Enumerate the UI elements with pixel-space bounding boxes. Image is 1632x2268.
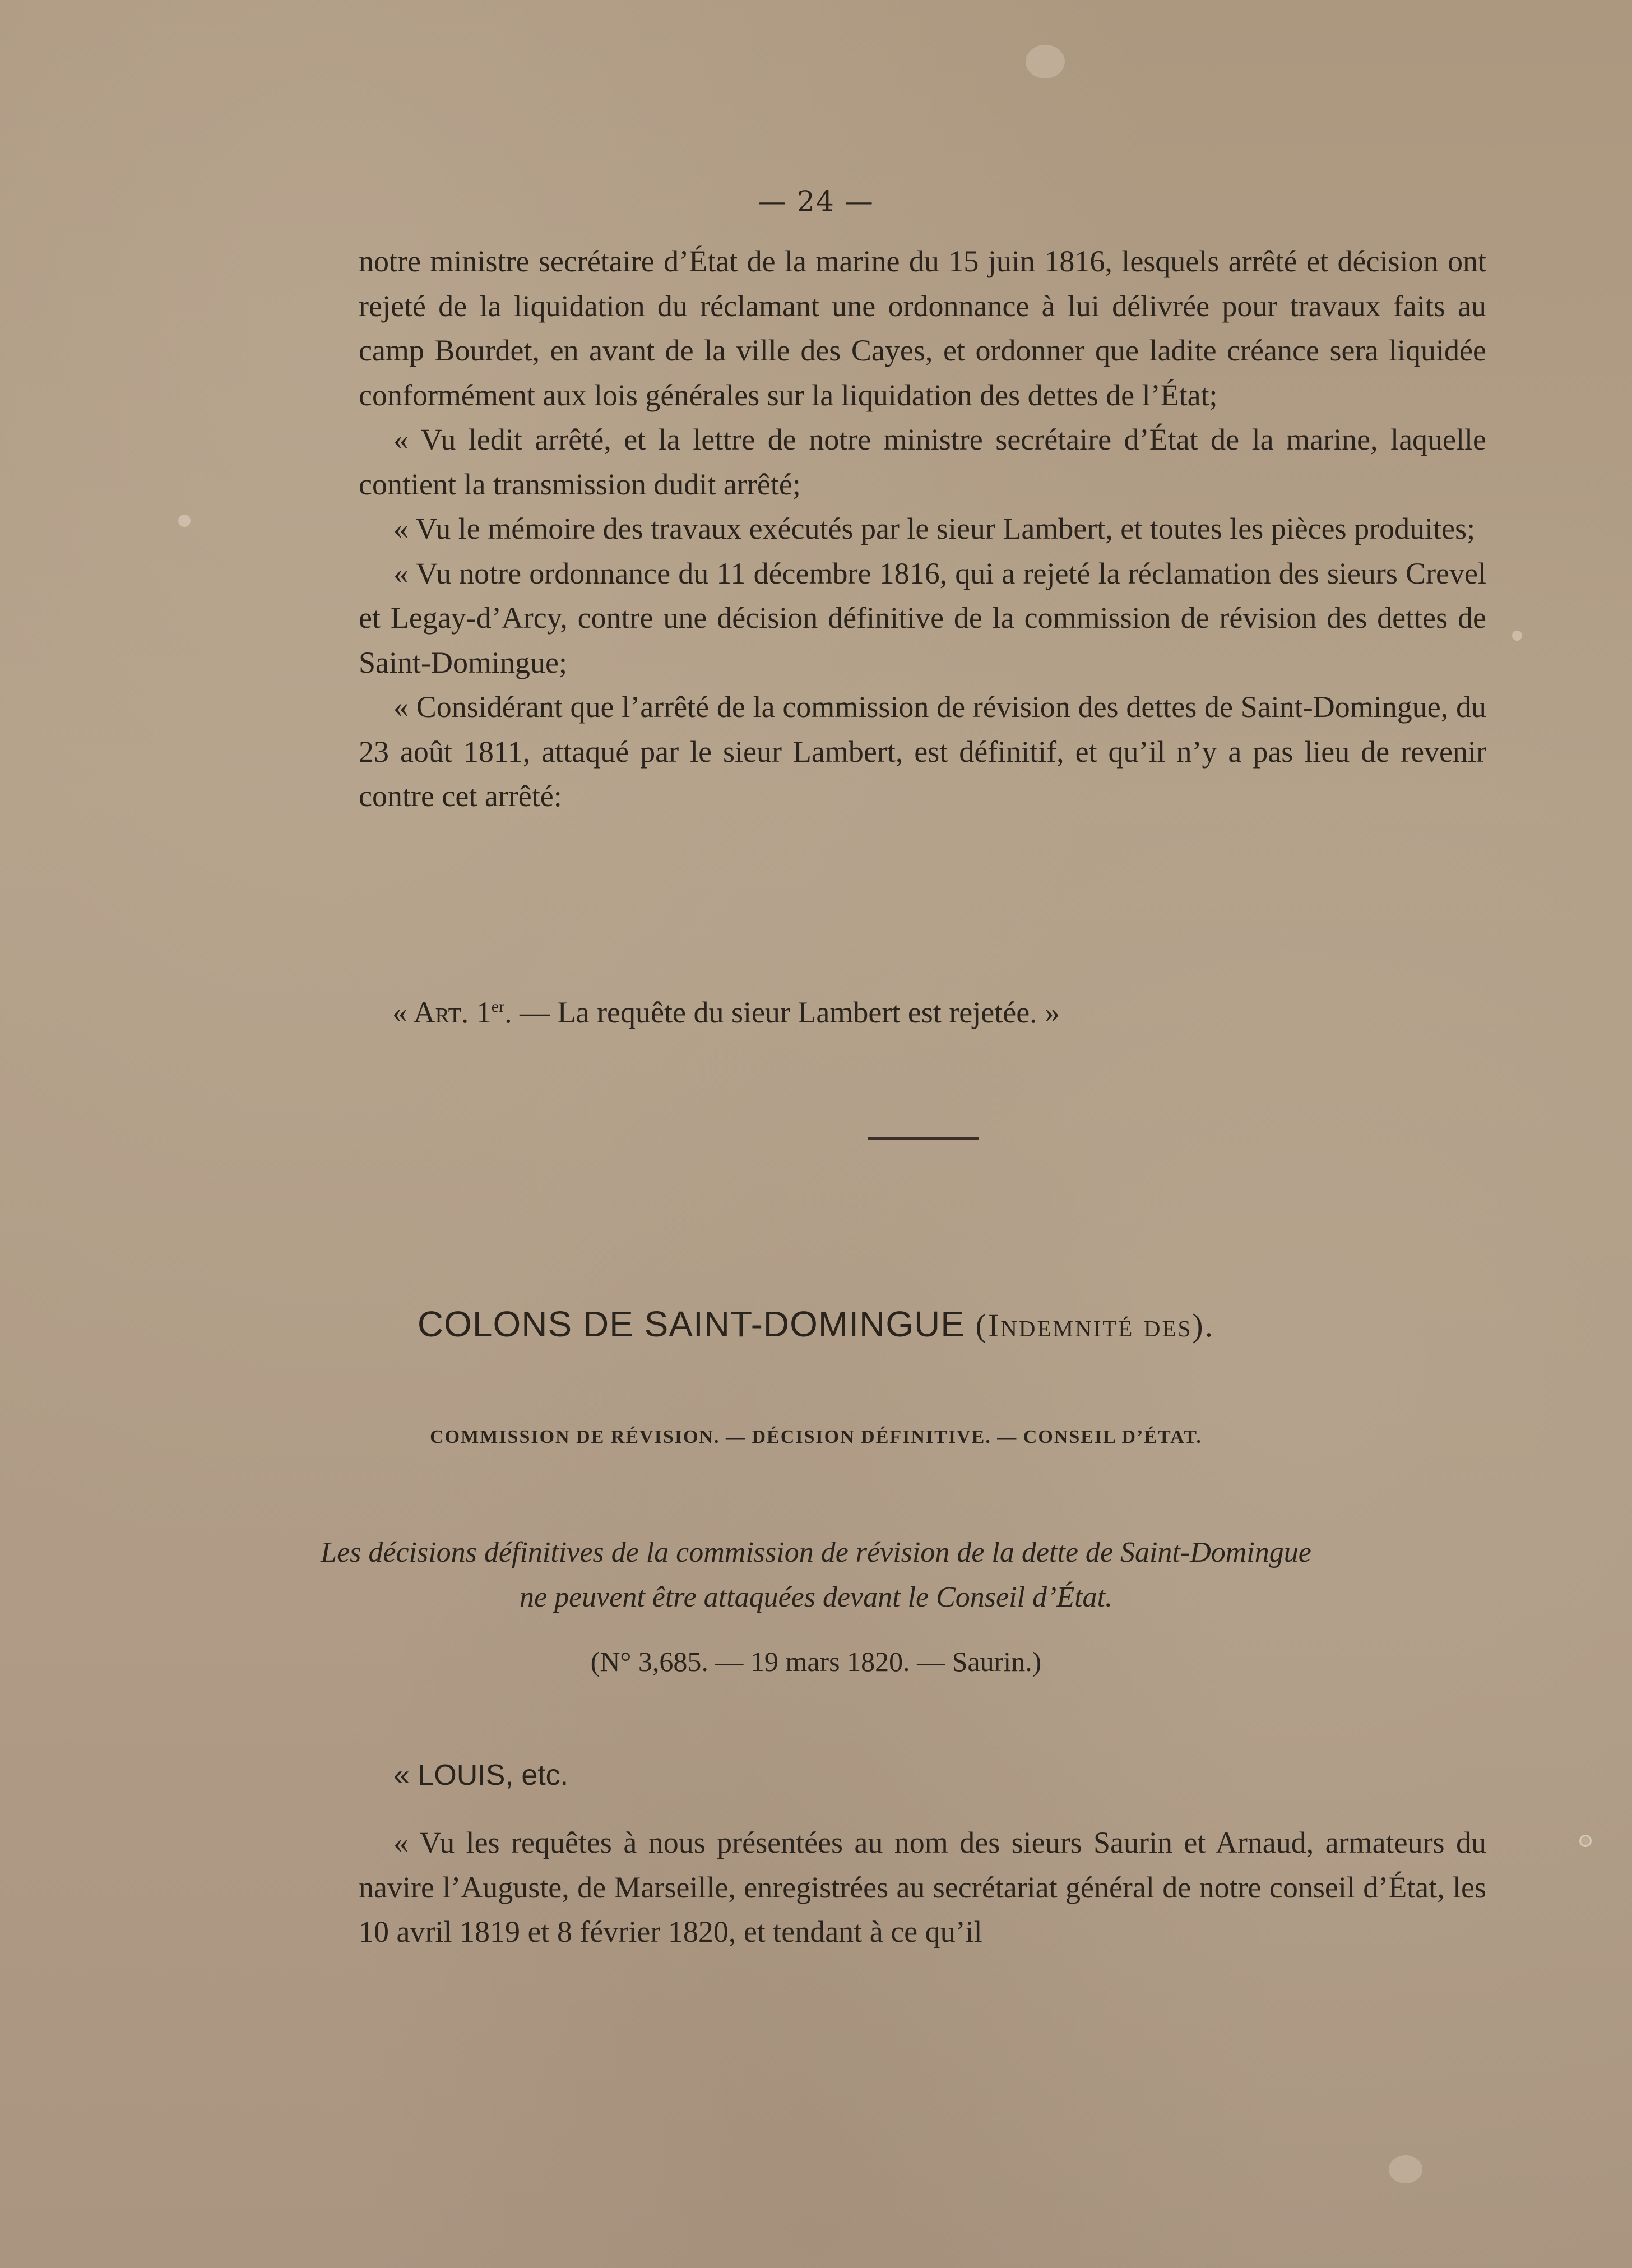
paper-speck xyxy=(178,515,191,527)
paragraph: « Considérant que l’arrêté de la commission de révision des dettes de Saint-Domingue, du 23 août 1811, attaqué par le sieur Lambert, est définitif, et qu’il n’y a pas lieu de revenir contre cet arrêté: xyxy=(359,690,1486,813)
paper-speck xyxy=(1512,631,1522,641)
section-title xyxy=(0,1303,1632,1345)
section-keywords: COMMISSION DE RÉVISION. — DÉCISION DÉFINITIVE. — CONSEIL D’ÉTAT. xyxy=(430,1427,1202,1447)
decree-salutation: « LOUIS, etc. xyxy=(393,1759,569,1792)
paper-speck xyxy=(1579,1835,1592,1847)
summary-line: Les décisions définitives de la commission de révision de la dette de Saint-Domingue xyxy=(321,1536,1311,1568)
article-text: . — La requête du sieur Lambert est rejetée. » xyxy=(504,996,1060,1029)
page-number: — 24 — xyxy=(758,185,874,217)
paragraph: « Vu le mémoire des travaux exécutés par le sieur Lambert, et toutes les pièces produites; xyxy=(393,512,1476,545)
article-prefix: « Art. 1 xyxy=(392,996,492,1029)
decree-body-continued xyxy=(359,239,1486,819)
section-divider xyxy=(868,1137,979,1140)
article-ordinal: er xyxy=(491,997,505,1016)
paragraph: « Vu ledit arrêté, et la lettre de notre ministre secrétaire d’État de la marine, laquelle contient la transmission dudit arrêté; xyxy=(359,423,1486,501)
section-title-main: COLONS DE SAINT-DOMINGUE xyxy=(417,1304,965,1344)
case-reference: (N° 3,685. — 19 mars 1820. — Saurin.) xyxy=(590,1646,1042,1677)
decree-body-new xyxy=(359,1821,1486,1955)
article-ruling xyxy=(392,995,1060,1030)
section-title-sub: (Indemnité des). xyxy=(975,1307,1215,1344)
paragraph: « Vu notre ordonnance du 11 décembre 1816, qui a rejeté la réclamation des sieurs Crevel et Legay-d’Arcy, contre une décision définitive de la commission de révision des dettes de Saint-Domingue; xyxy=(359,556,1486,679)
paper-speck xyxy=(1389,2155,1422,2183)
paper-speck xyxy=(1026,45,1065,78)
summary-line: ne peuvent être attaquées devant le Conseil d’État. xyxy=(520,1581,1112,1613)
paragraph: « Vu les requêtes à nous présentées au nom des sieurs Saurin et Arnaud, armateurs du navire l’Auguste, de Marseille, enregistrées au secrétariat général de notre conseil d’État, les 10 avril 1819 et 8 février 1820, et tendant à ce qu’il xyxy=(359,1826,1486,1948)
paragraph: notre ministre secrétaire d’État de la marine du 15 juin 1816, lesquels arrêté et décision ont rejeté de la liquidation du réclamant une ordonnance à lui délivrée pour travaux faits au camp Bourdet, en avant de la ville des Cayes, et ordonner que ladite créance sera liquidée conformément aux lois générales sur la liquidation des dettes de l’État; xyxy=(359,244,1486,412)
case-summary xyxy=(0,1530,1632,1620)
